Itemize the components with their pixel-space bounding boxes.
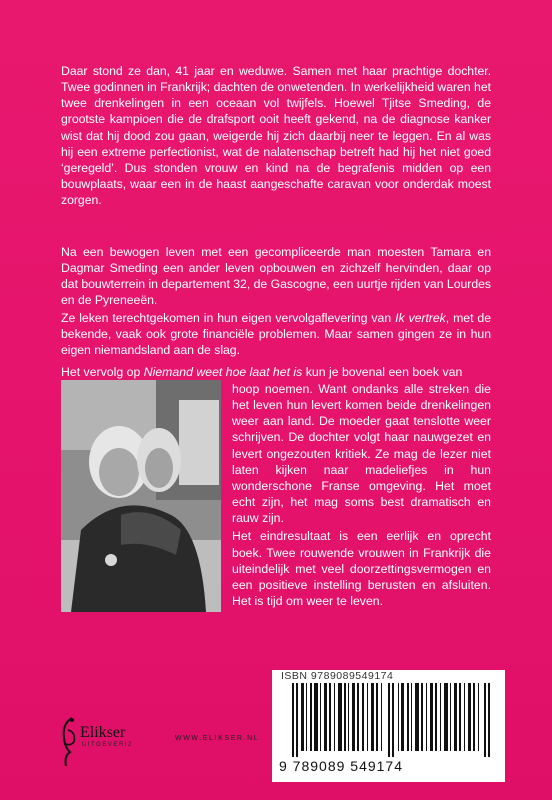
blurb-paragraph-1: Daar stond ze dan, 41 jaar en weduwe. Samen met haar prachtige dochter. Twee godinnen in Frankrijk; dachten de onwetenden. In werkelijkheid waren het twee drenkelingen in een oceaan vol twijfels. Hoewel Tjitse Smeding, de grootste kampioen die de drafsport ooit heeft gekend, na de diagnose kanker wist dat hij dood zou gaan, weigerde hij zich daarbij neer te leggen. En al was hij een extreme perfectionist, wat de nalatenschap betreft had hij het niet goed ‘geregeld’. Dus stonden vrouw en kind na de begrafenis midden op een bouwplaats, waar een in de haast aangeschafte caravan voor onderdak moest zorgen. xyxy=(61,64,491,208)
blurb-paragraph-3 xyxy=(61,310,491,358)
blurb-paragraph-2: Na een bewogen leven met een gecompliceerde man moesten Tamara en Dagmar Smeding een ander leven opbouwen en zichzelf hervinden, daar op dat bouwterrein in departement 32, de Gascogne, een uurtje rijden van Lourdes en de Pyreneeën. xyxy=(61,245,491,308)
blurb-top xyxy=(61,63,491,358)
blurb-paragraph-3-start: Ze leken terechtgekomen in hun eigen vervolgaflevering van xyxy=(61,310,396,325)
publisher-subtitle: UITGEVERIJ xyxy=(82,742,133,748)
blurb-paragraph-3-end: , met de bekende, vaak ook grote financiële problemen. Maar samen gingen ze in hun eigen niemandsland aan de slag. xyxy=(61,310,491,357)
book-title-ik-vertrek: Ik vertrek xyxy=(395,310,446,325)
blurb-paragraph-4-lead-end: kun je bovenal een boek van xyxy=(302,365,463,379)
blurb-paragraph-4-continued: hoop noemen. Want ondanks alle streken die het leven hun levert komen beide drenkelingen weer aan land. De moeder gaat tenslotte weer schrijven. De dochter volgt haar nauwgezet en levert ongezouten kritiek. Ze mag de lezer niet laten kijken naar madeliefjes in hun wonderschone Franse omgeving. Het moet echt zijn, het mag soms best dramatisch en rauw zijn. xyxy=(232,382,491,526)
barcode-image xyxy=(290,683,495,757)
publisher-name: Elikser xyxy=(80,724,126,741)
photo-mother-daughter-image xyxy=(61,380,221,612)
book-title-niemand-weet: Niemand weet hoe laat het is xyxy=(143,365,303,379)
publisher-website: WWW.ELIKSER.NL xyxy=(175,735,260,742)
blurb-paragraph-4-start: Het vervolg op xyxy=(61,365,144,379)
isbn-label: ISBN 9789089549174 xyxy=(281,670,394,682)
isbn-digits: 9 789089 549174 xyxy=(279,758,403,774)
publisher-logo-icon xyxy=(58,716,82,768)
blurb-paragraph-5: Het eindresultaat is een eerlijk en oprecht boek. Twee rouwende vrouwen in Frankrijk die uiteindelijk met veel doorzettingsvermogen en een positieve instelling berusten en afsluiten. Het is tijd om weer te leven. xyxy=(232,529,491,609)
blurb-paragraph-4-lead xyxy=(61,364,491,380)
author-photo xyxy=(61,380,221,612)
blurb-wrap-text xyxy=(232,381,491,609)
